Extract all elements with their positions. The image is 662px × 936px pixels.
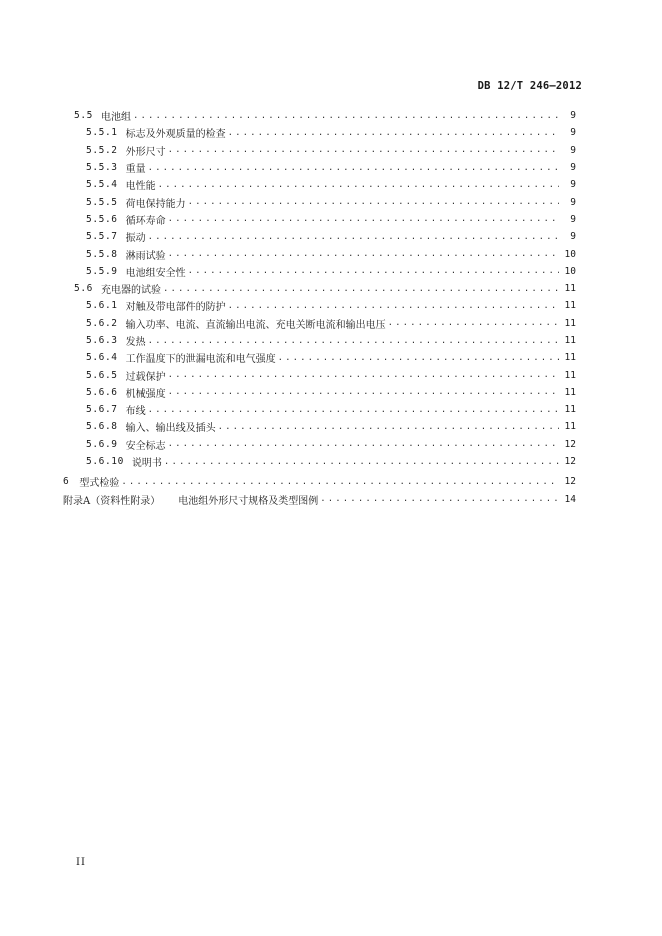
toc-entry-number: 5.6.2 [86, 317, 118, 329]
toc-entry-title: 电池组外形尺寸规格及类型图例 [178, 495, 319, 507]
toc-entry-number: 5.6.9 [86, 438, 118, 450]
toc-entry-page: 11 [564, 421, 576, 433]
toc-entry-title: 循环寿命 [125, 215, 166, 227]
toc-leader-dots [320, 494, 559, 504]
toc-entry-5-6-9[interactable] [0, 436, 662, 453]
toc-entry-title: 充电器的试验 [100, 285, 161, 297]
toc-entry-title: 电池组安全性 [125, 267, 186, 279]
toc-entry-number: 5.6.4 [86, 352, 118, 364]
toc-entry-5-6-6[interactable] [0, 384, 662, 401]
toc-entry-title: 机械强度 [125, 388, 166, 400]
toc-entry-title: 型式检验 [79, 478, 120, 490]
toc-entry-page: 11 [564, 352, 576, 364]
toc-entry-5-6-8[interactable] [0, 418, 662, 435]
toc-entry-title: 说明书 [131, 458, 162, 470]
toc-entry-number: 5.5.4 [86, 179, 118, 191]
toc-leader-dots [148, 232, 559, 242]
toc-leader-dots [158, 180, 559, 190]
toc-leader-dots [218, 422, 559, 432]
toc-leader-dots [228, 301, 559, 311]
toc-entry-number: 5.6.5 [86, 369, 118, 381]
toc-entry-page: 10 [564, 265, 576, 277]
toc-entry-number: 5.6 [74, 283, 93, 295]
toc-leader-dots [148, 405, 559, 415]
toc-entry-5-6-4[interactable] [0, 349, 662, 366]
toc-leader-dots [168, 214, 559, 224]
toc-leader-dots [168, 439, 559, 449]
toc-entry-number: 5.6.3 [86, 335, 118, 346]
toc-leader-dots [168, 387, 559, 397]
toc-entry-page: 11 [564, 300, 576, 312]
toc-entry-page: 10 [564, 248, 576, 260]
toc-entry-title: 外形尺寸 [125, 146, 166, 158]
toc-entry-title: 标志及外观质量的检查 [125, 129, 226, 141]
toc-leader-dots [388, 318, 559, 328]
toc-entry-page: 9 [570, 110, 576, 122]
toc-entry-page: 9 [570, 179, 576, 191]
toc-entry-title: 输入功率、电流、直流输出电流、充电关断电流和输出电压 [125, 319, 386, 331]
toc-leader-dots [121, 477, 559, 487]
toc-entry-title: 荷电保持能力 [125, 198, 186, 210]
toc-entry--A[interactable] [0, 491, 662, 508]
toc-entry-number: 5.5 [74, 110, 93, 122]
toc-leader-dots [148, 163, 559, 173]
toc-entry-number: 5.6.8 [86, 421, 118, 433]
toc-leader-dots [164, 457, 559, 467]
toc-entry-5-5[interactable] [0, 107, 662, 124]
toc-entry-title: 输入、输出线及插头 [125, 423, 216, 435]
toc-entry-title: 发热 [125, 337, 146, 348]
toc-entry-page: 9 [570, 144, 576, 156]
toc-entry-title: 重量 [125, 164, 146, 176]
toc-entry-page: 9 [570, 162, 576, 174]
toc-entry-page: 11 [564, 369, 576, 381]
table-of-contents [0, 107, 662, 508]
toc-entry-5-6-1[interactable] [0, 297, 662, 314]
toc-entry-5-6-3[interactable] [0, 332, 662, 349]
toc-entry-page: 11 [564, 386, 576, 398]
toc-entry-title: 电池组 [100, 112, 131, 124]
toc-entry-title: 淋雨试验 [125, 250, 166, 262]
toc-entry-number: 5.6.6 [86, 386, 118, 398]
toc-entry-title: 电性能 [125, 181, 156, 193]
toc-entry-6[interactable] [0, 473, 662, 490]
toc-entry-number: 5.6.7 [86, 404, 118, 416]
toc-leader-dots [168, 249, 559, 259]
toc-entry-number: 5.5.8 [86, 248, 118, 260]
toc-entry-page: 12 [564, 438, 576, 450]
toc-entry-number: 5.5.1 [86, 127, 118, 139]
toc-leader-dots [278, 353, 559, 363]
toc-entry-page: 11 [564, 283, 576, 295]
toc-entry-5-5-8[interactable] [0, 245, 662, 262]
toc-entry-5-5-9[interactable] [0, 263, 662, 280]
toc-entry-title: 振动 [125, 233, 146, 245]
toc-entry-page: 9 [570, 213, 576, 225]
toc-entry-title: 安全标志 [125, 440, 166, 452]
toc-entry-title: 过载保护 [125, 371, 166, 383]
toc-entry-page: 9 [570, 127, 576, 139]
toc-leader-dots [163, 284, 559, 294]
toc-entry-number: 附录A（资料性附录） [63, 495, 161, 507]
toc-entry-page: 12 [564, 476, 576, 488]
toc-entry-5-5-3[interactable] [0, 159, 662, 176]
toc-entry-page: 9 [570, 196, 576, 208]
toc-entry-number: 5.5.7 [86, 231, 118, 243]
toc-leader-dots [168, 145, 559, 155]
toc-entry-5-6-7[interactable] [0, 401, 662, 418]
toc-entry-number: 5.5.5 [86, 196, 118, 208]
toc-entry-page: 9 [570, 231, 576, 243]
toc-entry-page: 11 [564, 317, 576, 329]
toc-entry-page: 11 [564, 404, 576, 416]
toc-entry-page: 14 [564, 493, 576, 505]
toc-entry-5-5-7[interactable] [0, 228, 662, 245]
document-code: DB 12/T 246—2012 [477, 80, 582, 92]
toc-entry-number: 5.5.3 [86, 162, 118, 174]
toc-entry-title: 工作温度下的泄漏电流和电气强度 [125, 354, 276, 366]
toc-entry-page: 12 [564, 456, 576, 468]
toc-entry-number: 6 [63, 476, 70, 488]
toc-entry-page: 11 [564, 335, 576, 346]
toc-entry-5-6-5[interactable] [0, 366, 662, 383]
toc-entry-number: 5.6.1 [86, 300, 118, 312]
toc-entry-5-5-1[interactable] [0, 124, 662, 141]
toc-entry-number: 5.5.6 [86, 213, 118, 225]
toc-entry-number: 5.6.10 [86, 456, 124, 468]
toc-entry-5-6[interactable] [0, 280, 662, 297]
toc-entry-5-5-4[interactable] [0, 176, 662, 193]
toc-leader-dots [188, 197, 559, 207]
toc-leader-dots [148, 336, 559, 346]
toc-leader-dots [133, 111, 559, 121]
toc-entry-title: 对触及带电部件的防护 [125, 302, 226, 314]
toc-entry-number: 5.5.2 [86, 144, 118, 156]
toc-leader-dots [188, 266, 559, 276]
toc-entry-5-5-6[interactable] [0, 211, 662, 228]
toc-leader-dots [228, 128, 559, 138]
toc-entry-5-5-2[interactable] [0, 142, 662, 159]
toc-leader-dots [168, 370, 559, 380]
toc-entry-5-5-5[interactable] [0, 193, 662, 210]
toc-entry-5-6-10[interactable] [0, 453, 662, 470]
toc-entry-5-6-2[interactable] [0, 315, 662, 332]
toc-entry-title: 布线 [125, 406, 146, 418]
page-number: II [76, 857, 86, 868]
toc-entry-number: 5.5.9 [86, 265, 118, 277]
